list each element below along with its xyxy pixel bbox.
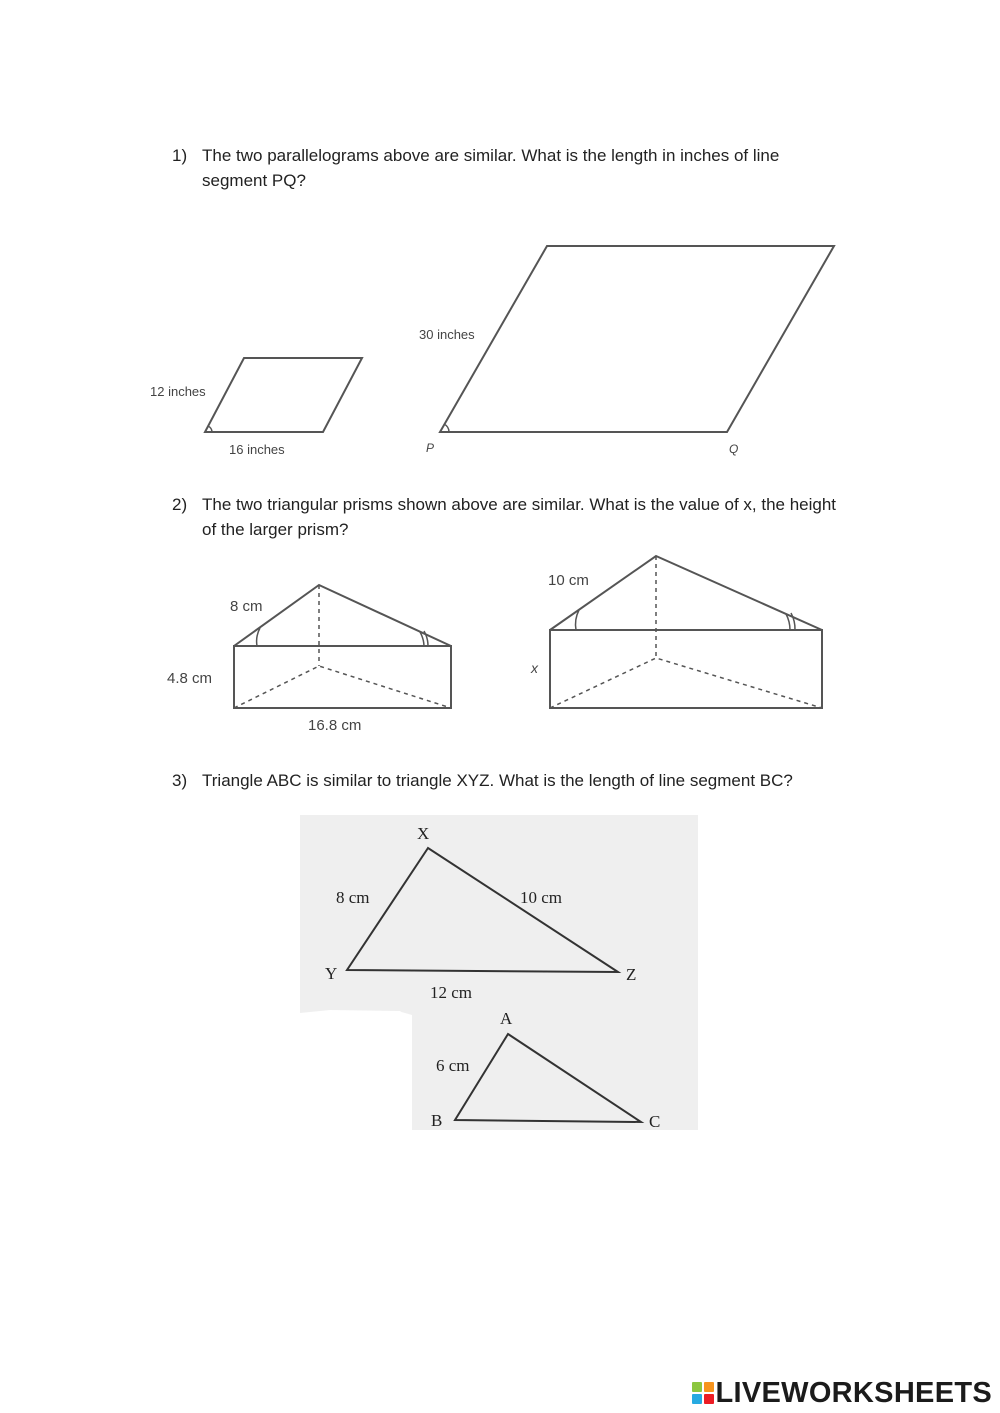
logo-icon <box>692 1382 714 1404</box>
side-xy-label: 8 cm <box>336 888 370 907</box>
prisms-figure <box>145 540 845 740</box>
large-slant-label: 10 cm <box>548 572 589 589</box>
side-yz-label: 12 cm <box>430 983 473 1002</box>
small-slant-label: 8 cm <box>230 598 263 615</box>
question-text: Triangle ABC is similar to triangle XYZ. What is the length of line segment BC? <box>202 771 793 790</box>
small-base-label: 16 inches <box>229 442 285 457</box>
large-angle-mark <box>444 424 449 432</box>
side-xz-label: 10 cm <box>520 888 563 907</box>
liveworksheets-logo <box>692 1375 993 1411</box>
vertex-p-label: P <box>426 441 435 455</box>
logo-square-green <box>692 1382 702 1392</box>
small-height-label: 4.8 cm <box>167 670 213 687</box>
question-number: 2) <box>172 495 188 514</box>
question-number: 1) <box>172 146 188 165</box>
parallelograms-figure <box>140 235 845 470</box>
large-height-label: x <box>531 660 538 676</box>
question-text: The two parallelograms above are similar. What is the length in inches of line segment PQ? <box>202 146 780 190</box>
large-parallelogram <box>440 246 834 432</box>
vertex-z-label: Z <box>626 965 637 984</box>
vertex-q-label: Q <box>729 442 739 456</box>
large-side-label: 30 inches <box>419 327 475 342</box>
vertex-b-label: B <box>431 1111 443 1130</box>
small-length-label: 16.8 cm <box>308 717 362 734</box>
vertex-a-label: A <box>500 1009 513 1028</box>
question-number: 3) <box>172 771 188 790</box>
logo-wordmark: LIVEWORKSHEETS <box>715 1376 992 1409</box>
logo-square-blue <box>692 1394 702 1404</box>
logo-square-red <box>704 1394 714 1404</box>
vertex-x-label: X <box>417 824 430 843</box>
small-parallelogram <box>205 358 362 432</box>
large-prism <box>550 556 822 708</box>
small-side-label: 12 inches <box>150 384 206 399</box>
logo-square-orange <box>704 1382 714 1392</box>
side-ab-label: 6 cm <box>436 1056 470 1075</box>
question-text: The two triangular prisms shown above are similar. What is the value of x, the height of the larger prism? <box>202 495 837 539</box>
vertex-y-label: Y <box>325 964 338 983</box>
small-prism <box>234 585 451 708</box>
triangles-figure <box>300 815 698 1130</box>
white-patch <box>300 1011 412 1130</box>
vertex-c-label: C <box>649 1112 661 1130</box>
